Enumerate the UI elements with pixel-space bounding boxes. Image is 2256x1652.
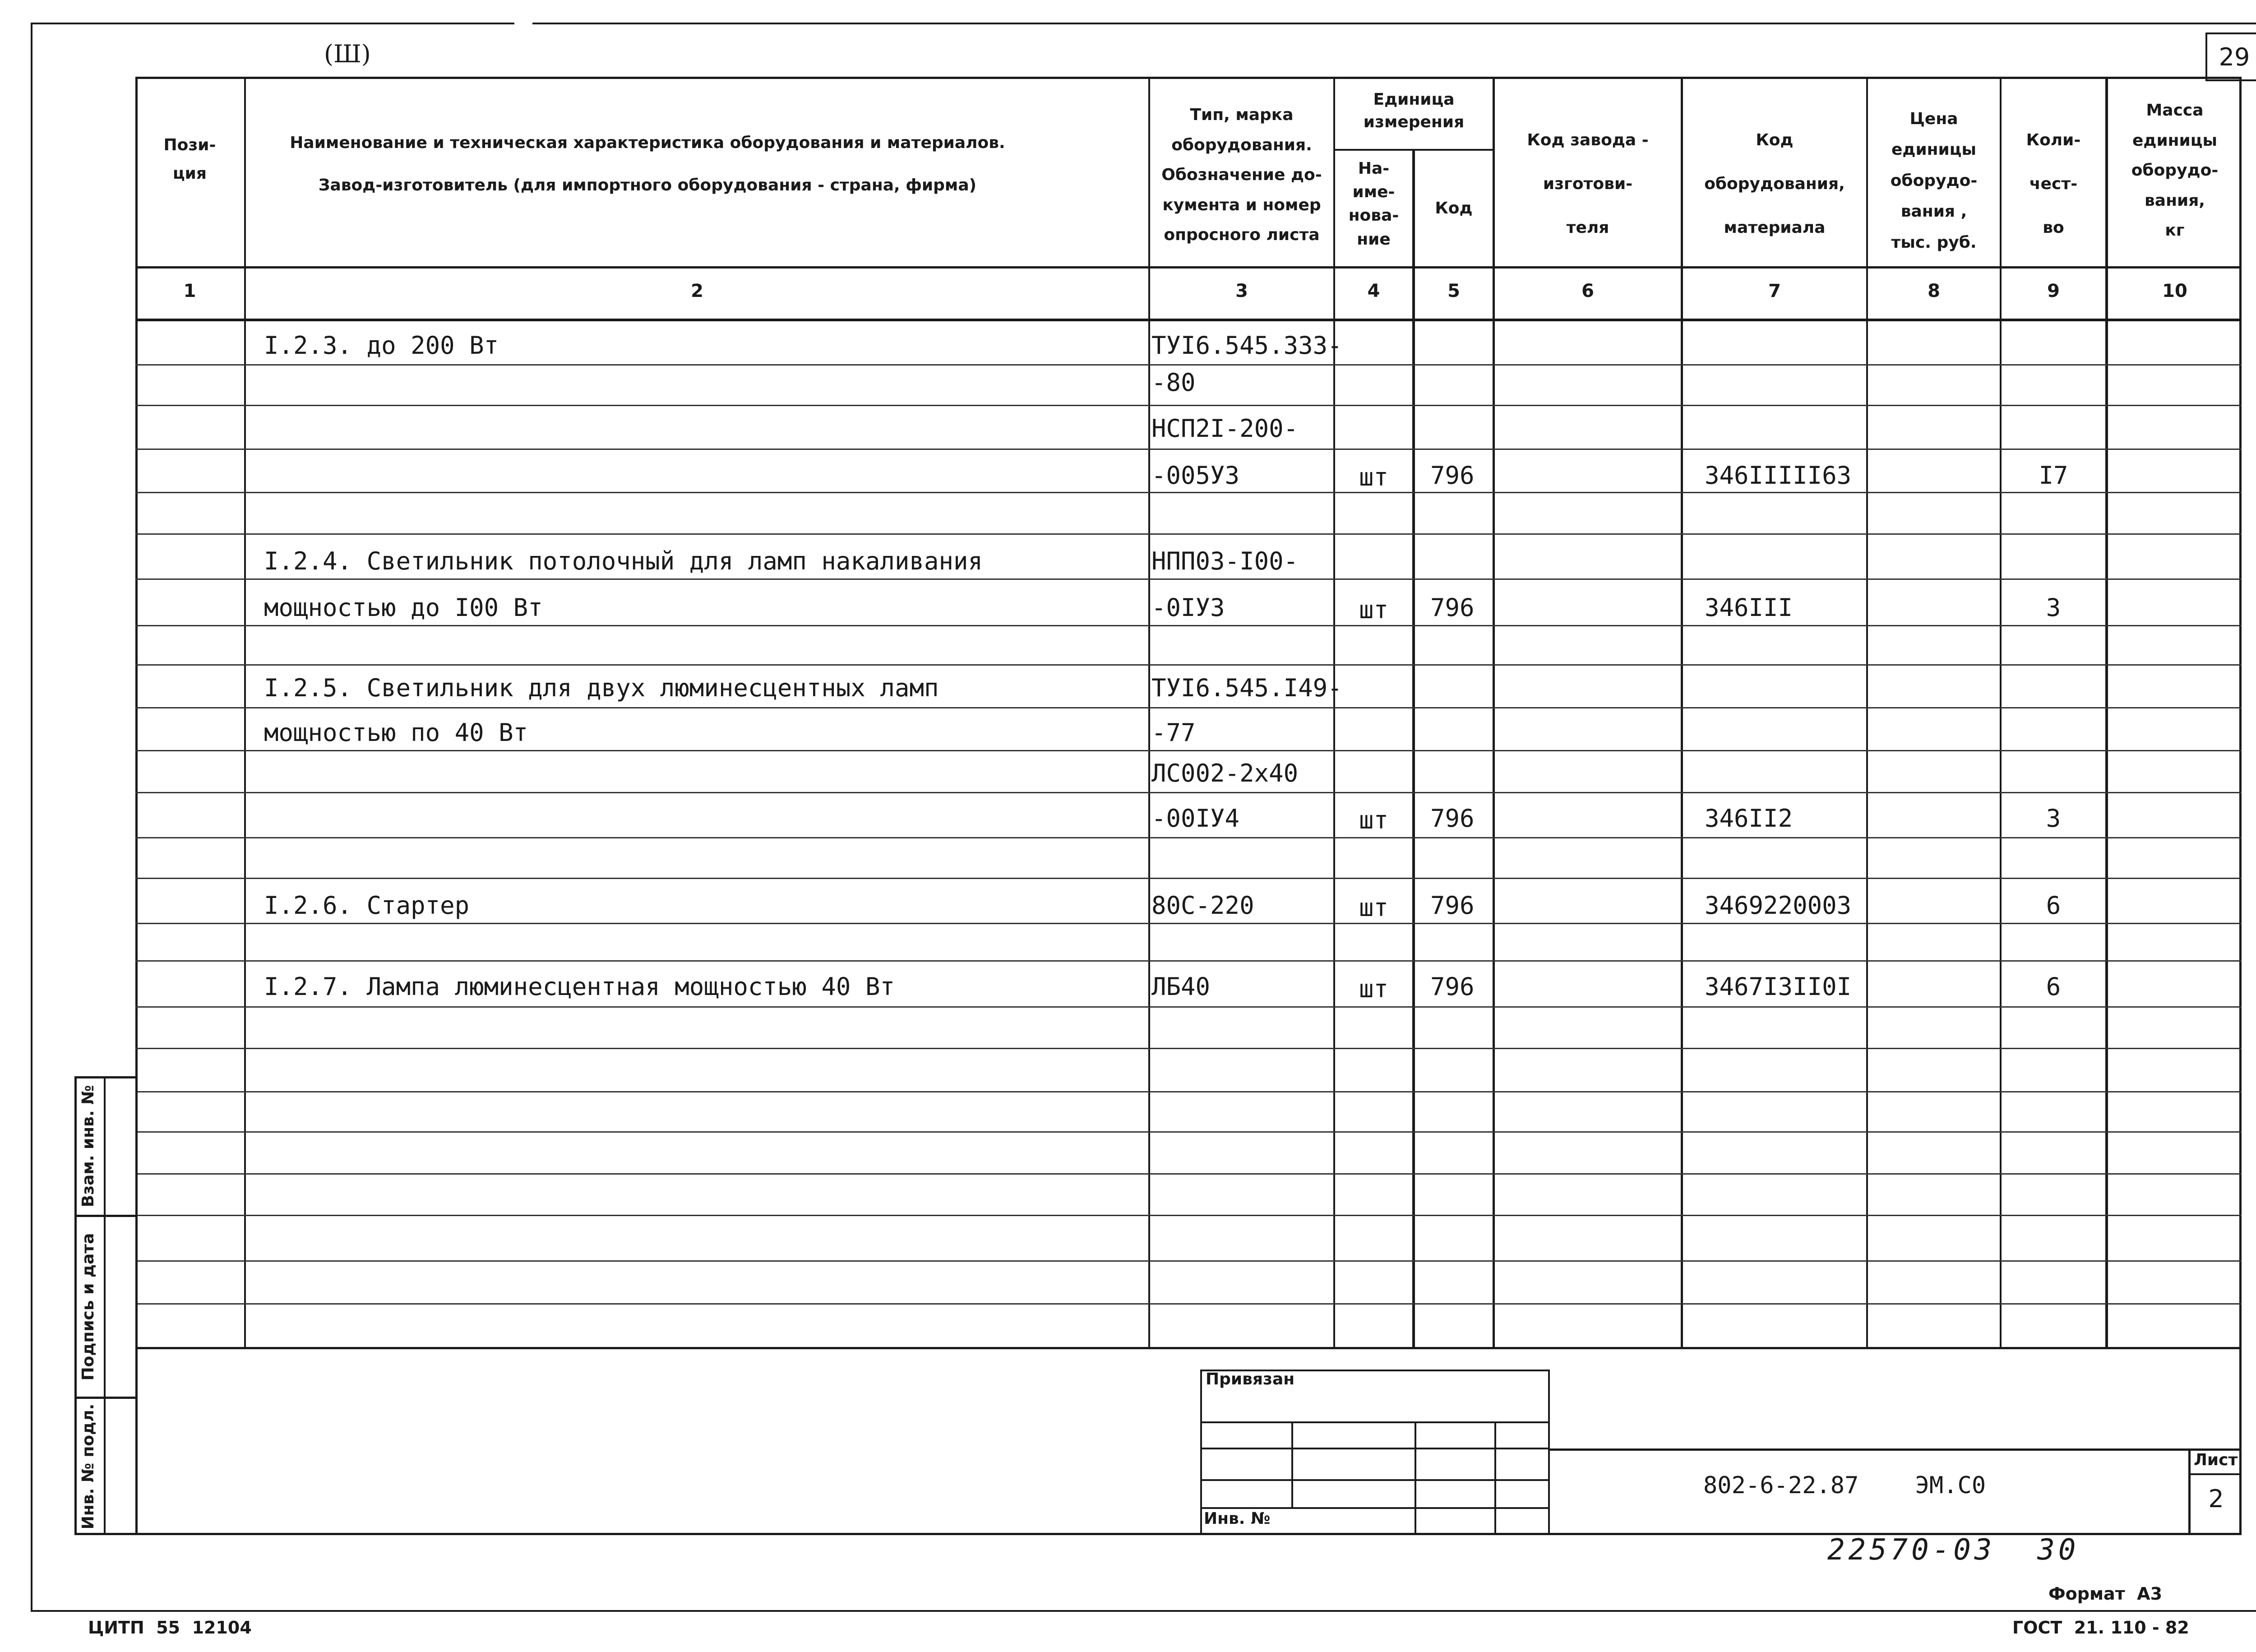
row-6-unit: шт <box>1359 596 1389 624</box>
row-1-type: -80 <box>1151 368 1196 397</box>
row-line <box>135 1173 2242 1175</box>
header-col4-line3: нова- <box>1348 206 1399 225</box>
row-3-eqcode: 346IIIII63 <box>1705 461 1852 490</box>
header-col10-line4: вания, <box>2145 191 2205 210</box>
row-line <box>135 1006 2242 1008</box>
header-col9-line3: во <box>2043 218 2064 237</box>
header-col4 <box>1335 157 1412 251</box>
header-col2-line2: Завод-изготовитель (для импортного оборудования - страна, фирма) <box>318 176 977 194</box>
header-col1-line1: Пози- <box>163 136 216 154</box>
row-line <box>135 923 2242 924</box>
header-col8-line4: вания , <box>1900 202 1967 221</box>
row-15-type: ЛБ40 <box>1151 972 1211 1001</box>
row-13-name: I.2.6. Стартер <box>264 891 470 920</box>
col-line-4 <box>1412 149 1415 1349</box>
header-col7-line2: оборудования, <box>1704 175 1845 194</box>
header-col6 <box>1495 118 1681 250</box>
stamp-line-1 <box>1200 1421 1550 1423</box>
row-line <box>135 578 2242 580</box>
stamp-line-3 <box>1200 1479 1550 1481</box>
bottom-left-code: ЦИТП 55 12104 <box>88 1618 252 1638</box>
row-6-eqcode: 346III <box>1705 593 1793 622</box>
header-col5: Код <box>1435 199 1473 217</box>
row-0-type: ТУI6.545.333- <box>1151 331 1342 360</box>
page-number: 29 <box>2219 43 2250 71</box>
header-col6-line3: теля <box>1566 218 1609 237</box>
row-line <box>135 750 2242 751</box>
stamp-vline-3 <box>1494 1421 1496 1535</box>
row-6-code: 796 <box>1430 593 1475 622</box>
side-strip-divider <box>104 1076 106 1535</box>
row-6-qty: 3 <box>2046 593 2061 622</box>
outer-frame-bottom <box>31 1610 2256 1612</box>
stamp-code-top <box>1550 1448 2242 1451</box>
side-label-inv: Инв. № подл. <box>79 1403 97 1530</box>
row-5-type: НПП03-I00- <box>1151 547 1299 575</box>
row-15-qty: 6 <box>2046 972 2061 1001</box>
colnum-3: 3 <box>1235 281 1248 301</box>
header-col10 <box>2108 96 2242 246</box>
row-15-unit: шт <box>1359 975 1389 1003</box>
header-col9-line2: чест- <box>2029 175 2078 194</box>
row-line <box>135 960 2242 962</box>
row-11-type: -00IУ4 <box>1151 804 1240 833</box>
outer-frame-left <box>31 23 32 1611</box>
row-line <box>135 405 2242 406</box>
header-col8-line5: тыс. руб. <box>1891 233 1977 252</box>
header-col4-line2: име- <box>1352 183 1395 202</box>
row-15-name: I.2.7. Лампа люминесцентная мощностью 40 Вт <box>264 972 895 1001</box>
header-col6-line1: Код завода - <box>1527 131 1649 149</box>
header-unit-line1: Единица <box>1373 90 1455 109</box>
row-13-eqcode: 3469220003 <box>1705 891 1852 920</box>
header-col10-line3: оборудо- <box>2131 161 2219 180</box>
row-3-qty: I7 <box>2039 461 2068 490</box>
row-line <box>135 792 2242 793</box>
colnum-1: 1 <box>183 281 196 301</box>
row-3-code: 796 <box>1430 461 1475 490</box>
outer-frame-top-right <box>532 23 2256 24</box>
stamp-privyazan-label: Привязан <box>1206 1370 1295 1388</box>
handwritten-archive-number: 22570-03 30 <box>1827 1533 2080 1567</box>
body-bottom-line <box>135 1347 2242 1349</box>
side-label-podpis: Подпись и дата <box>79 1233 97 1381</box>
header-col2-line1: Наименование и техническая характеристика оборудования и материалов. <box>290 134 1005 152</box>
header-col10-line2: единицы <box>2132 131 2218 150</box>
header-col7-line3: материала <box>1724 218 1826 237</box>
colnum-8: 8 <box>1928 281 1940 301</box>
row-9-type: -77 <box>1151 718 1196 747</box>
stamp-list-label: Лист <box>2194 1451 2238 1469</box>
row-11-code: 796 <box>1430 804 1475 833</box>
row-line <box>135 1303 2242 1305</box>
row-13-code: 796 <box>1430 891 1475 920</box>
row-11-qty: 3 <box>2046 804 2061 833</box>
colnum-6: 6 <box>1581 281 1594 301</box>
row-line <box>135 664 2242 666</box>
row-line <box>135 492 2242 493</box>
row-13-type: 80С-220 <box>1151 891 1254 920</box>
header-col8 <box>1868 104 2000 258</box>
row-3-unit: шт <box>1359 463 1389 491</box>
colnum-9: 9 <box>2047 281 2060 301</box>
header-col3-line5: опросного листа <box>1164 226 1320 245</box>
header-col3 <box>1150 100 1333 250</box>
row-15-eqcode: 3467I3II0I <box>1705 972 1852 1001</box>
row-13-qty: 6 <box>2046 891 2061 920</box>
row-line <box>135 1091 2242 1092</box>
stamp-vline-1 <box>1291 1421 1293 1507</box>
header-col9 <box>2002 118 2105 250</box>
colnum-10: 10 <box>2162 281 2187 301</box>
row-line <box>135 1215 2242 1216</box>
header-col7 <box>1683 118 1866 250</box>
row-3-type: -005У3 <box>1151 461 1240 490</box>
colnum-4: 4 <box>1367 281 1380 301</box>
colnum-5: 5 <box>1447 281 1460 301</box>
corner-label: (Ш) <box>324 40 371 68</box>
row-9-name: мощностью по 40 Вт <box>264 718 528 747</box>
stamp-doc-code: 802-6-22.87 ЭМ.С0 <box>1703 1472 1986 1499</box>
header-col6-line2: изготови- <box>1543 175 1633 194</box>
row-8-name: I.2.5. Светильник для двух люминесцентных ламп <box>264 674 939 702</box>
header-col8-line3: оборудо- <box>1890 171 1978 190</box>
header-unit-line2: измерения <box>1363 113 1465 132</box>
stamp-line-4 <box>1200 1507 1550 1509</box>
header-col4-line1: На- <box>1358 159 1390 178</box>
colnum-bottom-line <box>135 319 2242 321</box>
row-line <box>135 449 2242 450</box>
header-col8-line2: единицы <box>1891 140 1977 159</box>
row-0-name: I.2.3. до 200 Вт <box>264 331 499 360</box>
row-6-type: -0IУ3 <box>1151 593 1225 622</box>
header-col9-line1: Коли- <box>2026 131 2081 149</box>
header-col7-line1: Код <box>1756 131 1794 149</box>
header-unit-group <box>1335 88 1493 134</box>
outer-frame-top-left <box>32 23 514 24</box>
row-line <box>135 533 2242 535</box>
header-col10-line5: кг <box>2165 221 2185 240</box>
row-11-unit: шт <box>1359 806 1389 834</box>
row-line <box>135 1260 2242 1262</box>
row-line <box>135 1131 2242 1133</box>
side-strip-line-1 <box>74 1215 138 1217</box>
header-bottom-line <box>135 266 2242 268</box>
row-11-eqcode: 346II2 <box>1705 804 1793 833</box>
row-line <box>135 364 2242 366</box>
stamp-line-2 <box>1200 1448 1550 1449</box>
row-line <box>135 1048 2242 1049</box>
stamp-list-number: 2 <box>2208 1485 2224 1513</box>
header-col3-line4: кумента и номер <box>1162 195 1321 214</box>
stamp-inv-label: Инв. № <box>1204 1509 1271 1528</box>
header-col3-line2: оборудования. <box>1171 135 1312 154</box>
row-2-type: НСП2I-200- <box>1151 414 1299 443</box>
header-unit-divider <box>1333 149 1493 151</box>
gost-label: ГОСТ 21. 110 - 82 <box>2012 1618 2189 1638</box>
side-label-vzam: Взам. инв. № <box>79 1085 97 1208</box>
header-col3-line1: Тип, марка <box>1190 106 1294 124</box>
header-col4-line4: ние <box>1357 230 1391 249</box>
row-5-name: I.2.4. Светильник потолочный для ламп накаливания <box>264 547 983 575</box>
row-8-type: ТУI6.545.I49- <box>1151 674 1342 702</box>
header-col1-line2: ция <box>172 164 207 183</box>
colnum-2: 2 <box>691 281 703 301</box>
row-line <box>135 878 2242 879</box>
stamp-list-line <box>2188 1473 2242 1475</box>
header-col10-line1: Масса <box>2146 101 2204 120</box>
colnum-7: 7 <box>1768 281 1781 301</box>
header-col2 <box>246 122 1049 206</box>
row-10-type: ЛС002-2х40 <box>1151 759 1299 787</box>
header-col1 <box>135 131 244 188</box>
row-15-code: 796 <box>1430 972 1475 1001</box>
format-label: Формат А3 <box>2048 1584 2163 1604</box>
row-13-unit: шт <box>1359 893 1389 922</box>
row-line <box>135 707 2242 708</box>
row-6-name: мощностью до I00 Вт <box>264 593 543 622</box>
stamp-vline-2 <box>1415 1421 1416 1535</box>
header-col8-line1: Цена <box>1909 110 1958 128</box>
row-line <box>135 837 2242 838</box>
header-col3-line3: Обозначение до- <box>1161 166 1322 185</box>
row-line <box>135 625 2242 626</box>
